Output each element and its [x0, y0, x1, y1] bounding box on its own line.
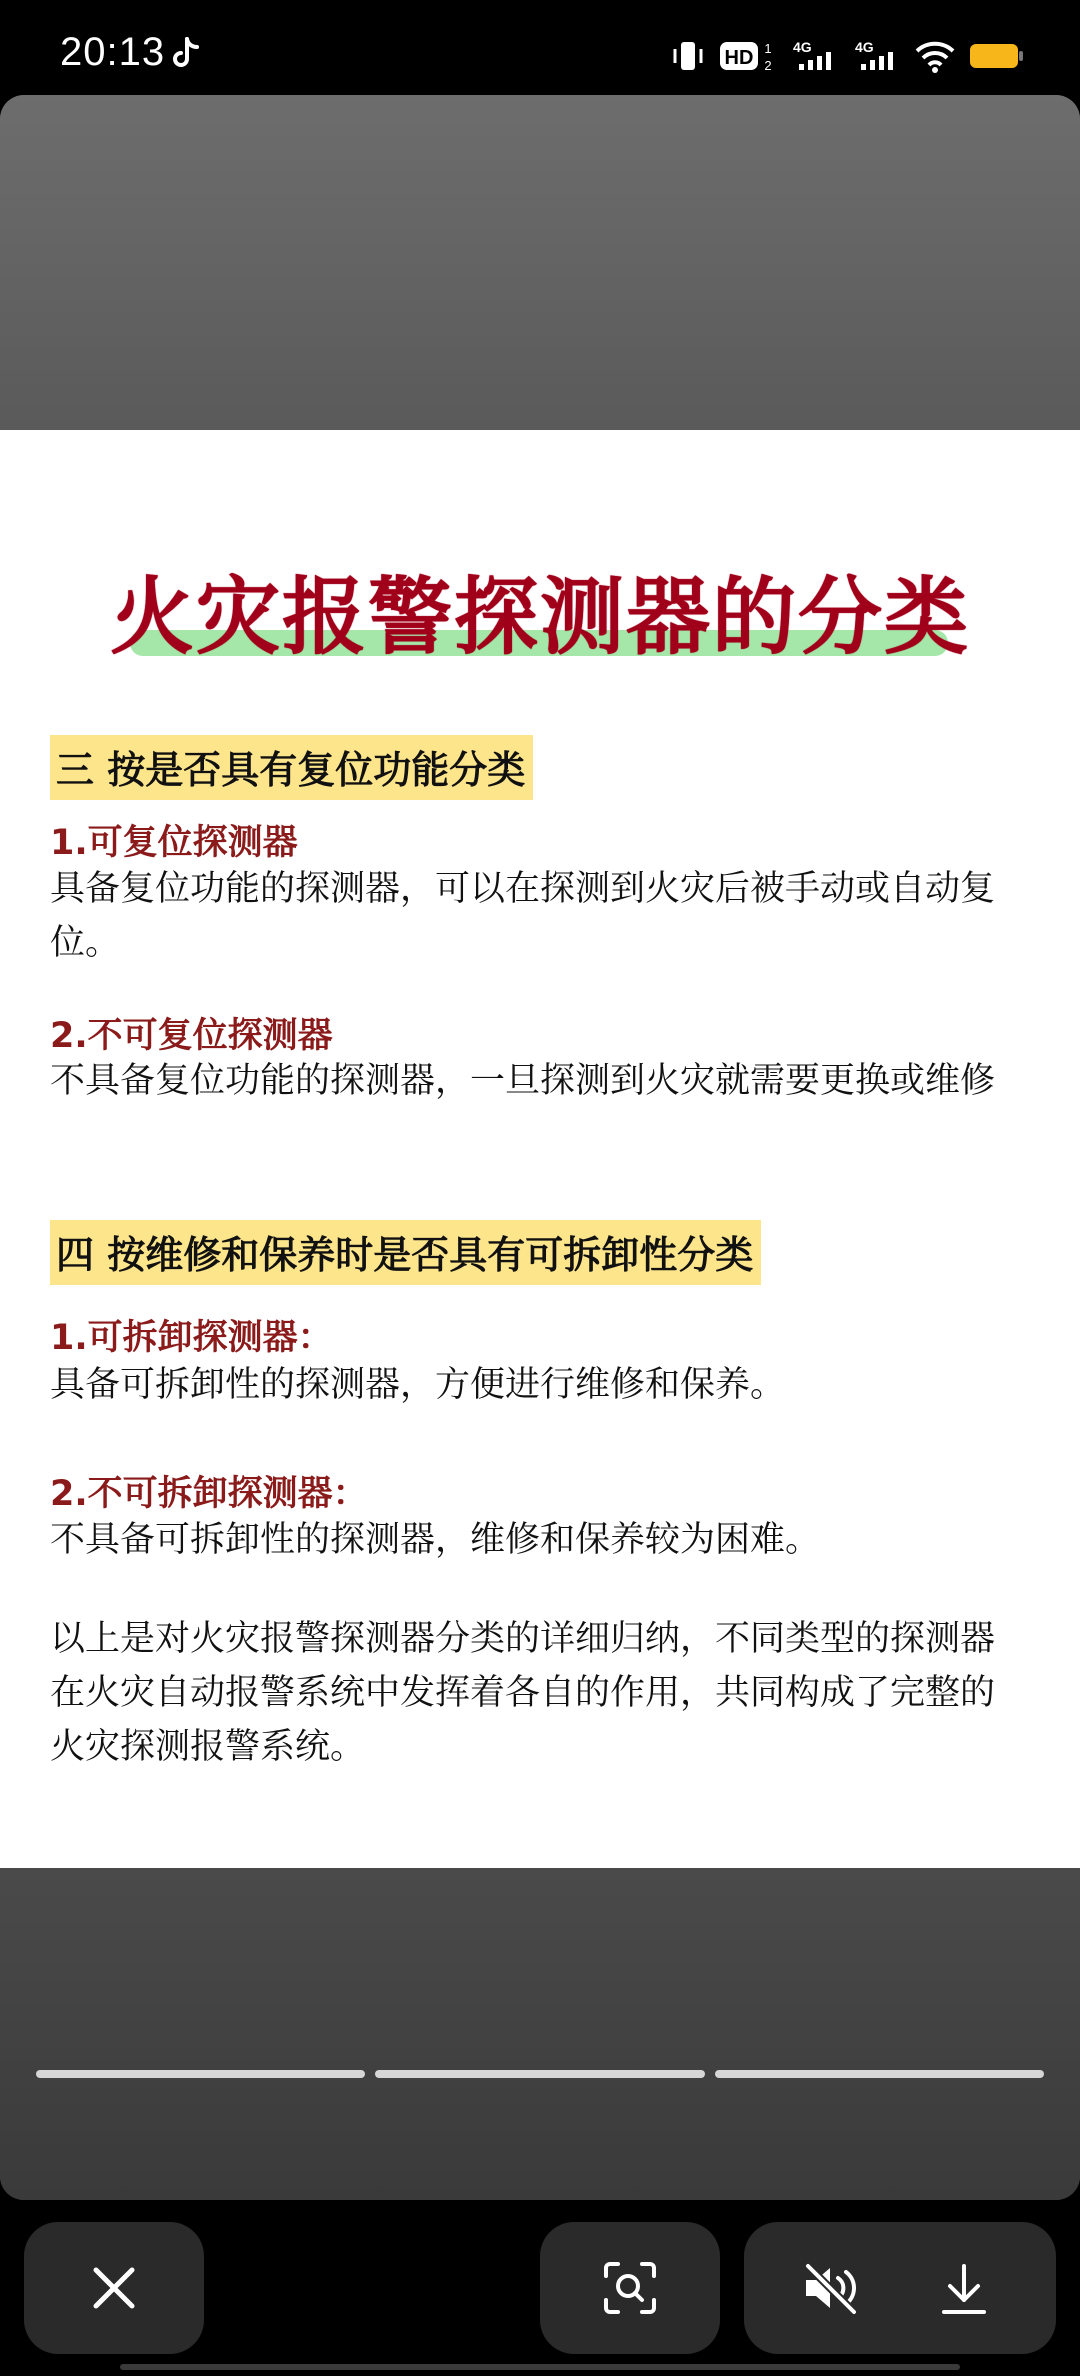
speaker-muted-icon[interactable] — [802, 2262, 862, 2314]
progress-segment — [375, 2070, 704, 2078]
progress-segment — [715, 2070, 1044, 2078]
item-text-detachable: 具备可拆卸性的探测器，方便进行维修和保养。 — [50, 1365, 786, 1405]
hd-icon — [719, 38, 777, 74]
page-progress — [36, 2070, 1044, 2080]
status-icons — [671, 36, 1025, 76]
summary-paragraph: 以上是对火灾报警探测器分类的详细归纳，不同类型的探测器在火灾自动报警系统中发挥着各自的作用，共同构成了完整的火灾探测报警系统。 — [50, 1619, 996, 1767]
item-heading-detachable: 1.可拆卸探测器： — [50, 1318, 333, 1358]
status-bar — [0, 0, 1080, 95]
svg-text:2: 2 — [764, 58, 772, 73]
close-button[interactable] — [24, 2222, 204, 2354]
item-heading-resettable: 1.可复位探测器 — [50, 823, 298, 863]
viewer-top-backdrop — [0, 95, 1080, 430]
svg-text:1: 1 — [764, 41, 772, 56]
battery-icon — [969, 41, 1025, 71]
svg-text:HD: HD — [724, 47, 754, 69]
section-heading-reset: 三 按是否具有复位功能分类 — [50, 735, 533, 800]
media-controls — [744, 2222, 1056, 2354]
home-indicator — [120, 2364, 960, 2370]
item-text-non-resettable: 不具备复位功能的探测器，一旦探测到火灾就需要更换或维修 — [50, 1061, 996, 1101]
document-image — [0, 430, 1080, 1868]
document-title: 火灾报警探测器的分类 — [109, 568, 970, 666]
item-heading-non-resettable: 2.不可复位探测器 — [50, 1016, 333, 1056]
status-time: 20:13 — [60, 30, 166, 74]
image-search-icon — [602, 2260, 658, 2316]
item-text-non-detachable: 不具备可拆卸性的探测器，维修和保养较为困难。 — [50, 1520, 821, 1560]
item-text-resettable: 具备复位功能的探测器，可以在探测到火灾后被手动或自动复位。 — [50, 869, 996, 963]
svg-text:4G: 4G — [793, 39, 812, 55]
tiktok-icon — [170, 36, 202, 70]
download-icon[interactable] — [940, 2262, 988, 2316]
vibrate-icon — [671, 39, 705, 73]
signal-4g-icon — [791, 38, 839, 74]
close-icon — [90, 2264, 138, 2312]
signal-4g-icon-2 — [853, 38, 901, 74]
progress-segment — [36, 2070, 365, 2078]
image-search-button[interactable] — [540, 2222, 720, 2354]
item-heading-non-detachable: 2.不可拆卸探测器： — [50, 1474, 368, 1514]
section-heading-detachable: 四 按维修和保养时是否具有可拆卸性分类 — [50, 1220, 761, 1285]
viewer-bottom-backdrop — [0, 1868, 1080, 2200]
image-viewer[interactable] — [0, 95, 1080, 2200]
svg-text:4G: 4G — [855, 39, 874, 55]
wifi-icon — [915, 39, 955, 73]
